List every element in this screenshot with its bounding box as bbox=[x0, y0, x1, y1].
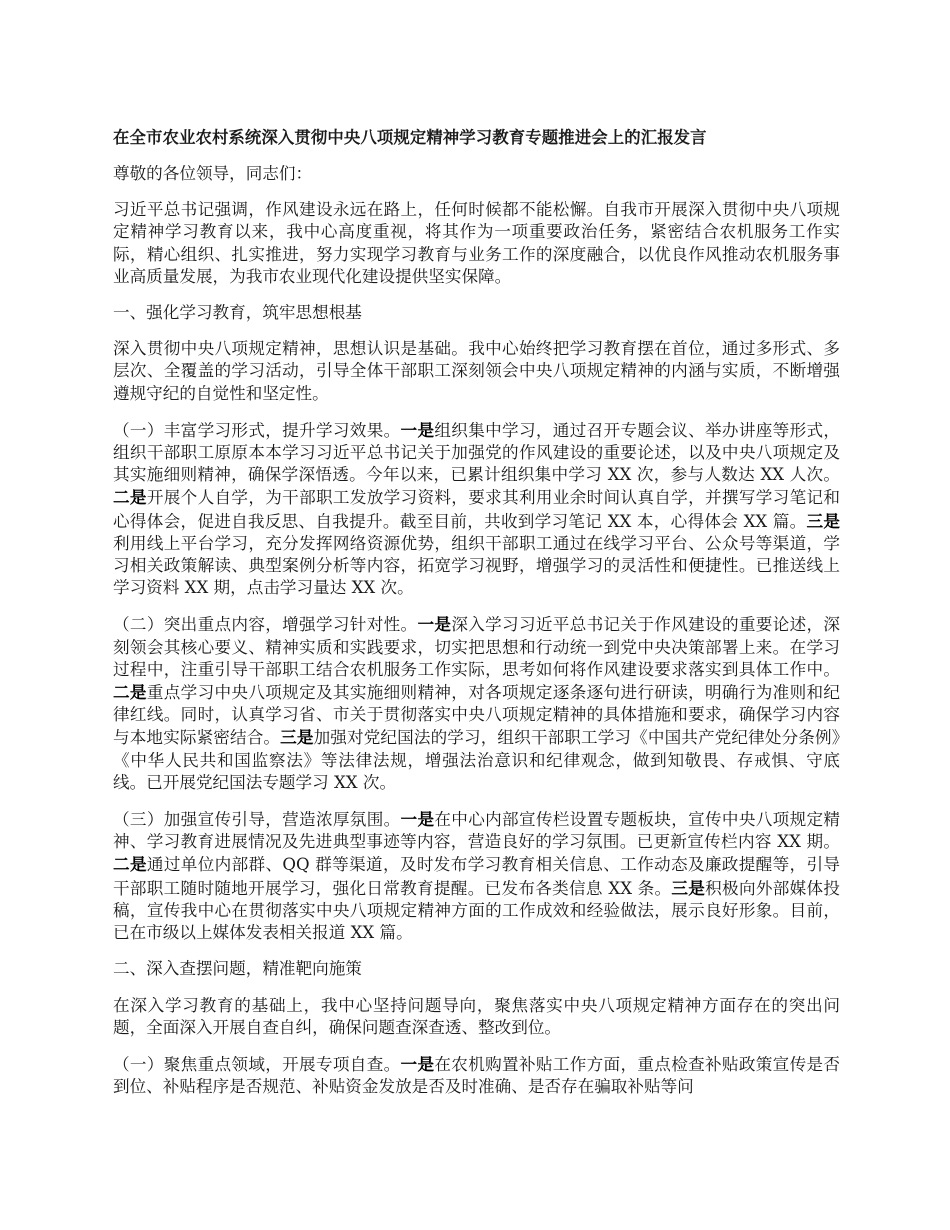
keyword-first: 一是 bbox=[400, 809, 435, 830]
keyword-second: 二是 bbox=[113, 682, 147, 703]
point-text: 组织集中学习，通过召开专题会议、举办讲座等形式，组织干部职工原原本本学习习近平总书记关于加强党的作风建设的重要论述，以及中央八项规定及其实施细则精神，确保学深悟透。今年以来，已累计组织集中学习 XX 次，参与人数达 XX 人次。 bbox=[113, 420, 841, 485]
section-1-sub-2-paragraph bbox=[113, 613, 840, 794]
point-text: 在中心内部宣传栏设置专题板块，宣传中央八项规定精神、学习教育进展情况及先进典型事迹等内容，营造良好的学习氛围。已更新宣传栏内容 XX 期。 bbox=[113, 810, 841, 852]
point-text: 深入学习习近平总书记关于作风建设的重要论述，深刻领会其核心要义、精神实质和实践要求，切实把思想和行动统一到党中央决策部署上来。在学习过程中，注重引导干部职工结合农机服务工作实际，思考如何将作风建设要求落实到具体工作中。 bbox=[113, 615, 841, 679]
point-text: 重点学习中央八项规定及其实施细则精神，对各项规定逐条逐句进行研读，明确行为准则和纪律红线。同时，认真学习省、市关于贯彻落实中央八项规定精神的具体措施和要求，确保学习内容与本地实际紧密结合。 bbox=[113, 683, 841, 748]
section-1-sub-3-paragraph bbox=[113, 808, 840, 944]
sub-intro: （一）丰富学习形式，提升学习效果。 bbox=[113, 420, 401, 440]
section-2-lead-paragraph: 在深入学习教育的基础上，我中心坚持问题导向，聚焦落实中央八项规定精神方面存在的突出问题，全面深入开展自查自纠，确保问题查深查透、整改到位。 bbox=[113, 995, 840, 1037]
keyword-first: 一是 bbox=[400, 419, 435, 440]
point-text: 加强对党纪国法的学习，组织干部职工学习《中国共产党纪律处分条例》《中华人民共和国监察法》等法律法规，增强法治意识和纪律观念，做到知敬畏、存戒惧、守底线。已开展党纪国法专题学习 XX 次。 bbox=[113, 728, 841, 792]
section-1-heading: 一、强化学习教育，筑牢思想根基 bbox=[113, 303, 362, 323]
keyword-first: 一是 bbox=[400, 1053, 435, 1074]
keyword-third: 三是 bbox=[806, 510, 840, 531]
sub-intro: （一）聚焦重点领域，开展专项自查。 bbox=[113, 1054, 401, 1074]
keyword-second: 二是 bbox=[113, 854, 147, 875]
document-page bbox=[113, 127, 840, 1112]
document-title: 在全市农业农村系统深入贯彻中央八项规定精神学习教育专题推进会上的汇报发言 bbox=[113, 128, 707, 147]
point-text: 通过单位内部群、QQ 群等渠道，及时发布学习教育相关信息、工作动态及廉政提醒等，引导干部职工随时随地开展学习，强化日常教育提醒。已发布各类信息 XX 条。 bbox=[113, 855, 841, 898]
greeting: 尊敬的各位领导，同志们： bbox=[113, 164, 313, 183]
section-1-lead-paragraph: 深入贯彻中央八项规定精神，思想认识是基础。我中心始终把学习教育摆在首位，通过多形式、多层次、全覆盖的学习活动，引导全体干部职工深刻领会中央八项规定精神的内涵与实质，不断增强遵规守纪的自觉性和坚定性。 bbox=[113, 339, 840, 403]
keyword-third: 三是 bbox=[280, 727, 314, 748]
section-2-heading: 二、深入查摆问题，精准靶向施策 bbox=[113, 959, 362, 979]
point-text: 积极向外部媒体投稿，宣传我中心在贯彻落实中央八项规定精神方面的工作成效和经验做法，展示良好形象。目前，已在市级以上媒体发表相关报道 XX 篇。 bbox=[113, 878, 840, 943]
keyword-first: 一是 bbox=[417, 614, 452, 635]
point-text: 开展个人自学，为干部职工发放学习资料，要求其利用业余时间认真自学，并撰写学习笔记和心得体会，促进自我反思、自我提升。截至目前，共收到学习笔记 XX 本，心得体会 XX 篇。 bbox=[113, 488, 841, 531]
sub-intro: （二）突出重点内容，增强学习针对性。 bbox=[113, 615, 418, 635]
point-text: 利用线上平台学习，充分发挥网络资源优势，组织干部职工通过在线学习平台、公众号等渠道，学习相关政策解读、典型案例分析等内容，拓宽学习视野，增强学习的灵活性和便捷性。已推送线上学习资料 XX 期，点击学习量达 XX 次。 bbox=[113, 533, 840, 598]
section-1-sub-1-paragraph bbox=[113, 419, 840, 600]
keyword-second: 二是 bbox=[113, 487, 147, 508]
section-2-sub-1-paragraph bbox=[113, 1053, 840, 1098]
point-text: 在农机购置补贴工作方面，重点检查补贴政策宣传是否到位、补贴程序是否规范、补贴资金发放是否及时准确、是否存在骗取补贴等问 bbox=[113, 1054, 841, 1097]
intro-paragraph: 习近平总书记强调，作风建设永远在路上，任何时候都不能松懈。自我市开展深入贯彻中央八项规定精神学习教育以来，我中心高度重视，将其作为一项重要政治任务，紧密结合农机服务工作实际，精心组织、扎实推进，努力实现学习教育与业务工作的深度融合，以优良作风推动农机服务事业高质量发展，为我市农业现代化建设提供坚实保障。 bbox=[113, 200, 840, 286]
keyword-third: 三是 bbox=[671, 877, 706, 898]
sub-intro: （三）加强宣传引导，营造浓厚氛围。 bbox=[113, 810, 401, 830]
